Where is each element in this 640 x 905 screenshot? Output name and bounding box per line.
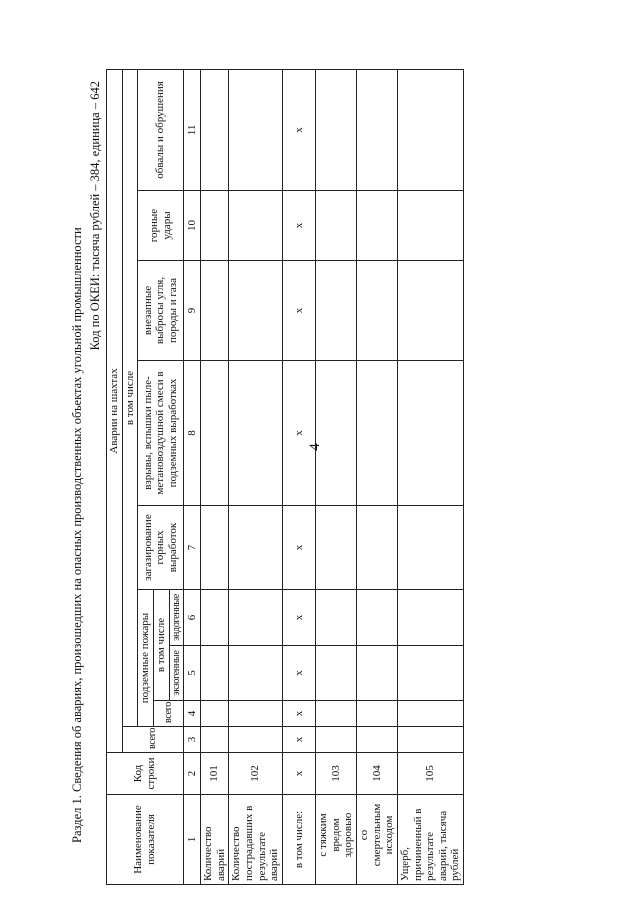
fires-including-header: в том числе xyxy=(153,590,169,701)
table-cell xyxy=(315,191,356,261)
table-cell xyxy=(356,701,397,727)
column-number: 7 xyxy=(184,506,201,590)
table-cell xyxy=(356,261,397,361)
table-cell xyxy=(201,701,229,727)
table-cell xyxy=(229,361,283,506)
table-cell xyxy=(201,727,229,753)
table-cell xyxy=(315,701,356,727)
row-code-header: Код строки xyxy=(107,753,184,795)
explosions-header: взрывы, вспышки пыле-метановоздушной смеси в подземных выработках xyxy=(138,361,184,506)
table-cell xyxy=(229,261,283,361)
table-cell: x xyxy=(282,69,315,190)
table-cell: x xyxy=(282,191,315,261)
table-cell xyxy=(315,646,356,701)
table-cell xyxy=(229,69,283,190)
row-code: 101 xyxy=(201,753,229,795)
table-row xyxy=(356,69,397,884)
table-cell xyxy=(229,590,283,646)
table-row xyxy=(229,69,283,884)
table-cell xyxy=(315,590,356,646)
table-cell xyxy=(397,361,463,506)
table-cell xyxy=(229,191,283,261)
underground-fires-header: подземные пожары xyxy=(138,590,154,727)
row-code: 105 xyxy=(397,753,463,795)
header-row-1 xyxy=(107,69,123,884)
row-label: со смертельным исходом xyxy=(356,795,397,885)
table-cell: x xyxy=(282,727,315,753)
row-label: Количество аварий xyxy=(201,795,229,885)
table-cell xyxy=(356,506,397,590)
okei-codes: Код по ОКЕИ: тысяча рублей – 384, единица – 642 xyxy=(88,81,102,351)
column-numbers-row xyxy=(184,69,201,884)
row-label: с тяжким вредом здоровью xyxy=(315,795,356,885)
table-cell xyxy=(397,727,463,753)
row-code: 104 xyxy=(356,753,397,795)
table-cell xyxy=(397,590,463,646)
table-cell xyxy=(201,261,229,361)
rock-bursts-header: горные удары xyxy=(138,191,184,261)
table-cell xyxy=(315,69,356,190)
table-cell xyxy=(397,69,463,190)
table-cell xyxy=(356,69,397,190)
table-row xyxy=(315,69,356,884)
column-number: 2 xyxy=(184,753,201,795)
gas-contamination-header: загазирование горных выработок xyxy=(138,506,184,590)
row-code: 103 xyxy=(315,753,356,795)
page-number: 4 xyxy=(306,443,323,451)
table-cell xyxy=(315,727,356,753)
row-label: Ущерб, причиненный в результате аварий, тысяча рублей xyxy=(397,795,463,885)
table-row xyxy=(397,69,463,884)
row-label: Количество пострадавших в результате аварий xyxy=(229,795,283,885)
table-cell xyxy=(356,646,397,701)
column-number: 9 xyxy=(184,261,201,361)
row-code: x xyxy=(282,753,315,795)
table-cell: x xyxy=(282,261,315,361)
table-cell xyxy=(356,727,397,753)
including-header: в том числе xyxy=(122,69,138,726)
table-cell xyxy=(201,361,229,506)
table-cell xyxy=(315,506,356,590)
column-number: 4 xyxy=(184,701,201,727)
table-cell xyxy=(229,506,283,590)
table-cell: x xyxy=(282,701,315,727)
table-cell xyxy=(201,646,229,701)
endogenous-header: эндогенные xyxy=(169,590,184,646)
table-cell xyxy=(356,590,397,646)
table-cell xyxy=(201,506,229,590)
table-cell: x xyxy=(282,590,315,646)
column-number: 3 xyxy=(184,727,201,753)
table-cell xyxy=(315,261,356,361)
table-cell xyxy=(315,361,356,506)
table-cell xyxy=(397,191,463,261)
table-row xyxy=(201,69,229,884)
fires-total-header: всего xyxy=(153,701,183,727)
total-header: всего xyxy=(122,727,183,753)
mine-accidents-header: Аварии на шахтах xyxy=(107,69,123,752)
section-title: Раздел 1. Сведения об авариях, произошедших на опасных производственных объектах угольной промышленности xyxy=(70,227,84,843)
table-cell: x xyxy=(282,506,315,590)
row-code: 102 xyxy=(229,753,283,795)
column-number: 11 xyxy=(184,69,201,190)
table-cell: x xyxy=(282,646,315,701)
table-cell: x xyxy=(282,361,315,506)
column-number: 10 xyxy=(184,191,201,261)
table-cell xyxy=(356,191,397,261)
column-number: 5 xyxy=(184,646,201,701)
table-cell xyxy=(397,506,463,590)
accidents-table xyxy=(106,69,464,885)
outbursts-header: внезапные выбросы угля, породы и газа xyxy=(138,261,184,361)
table-cell xyxy=(397,646,463,701)
table-cell xyxy=(356,361,397,506)
rotated-page xyxy=(0,65,640,905)
indicator-name-header: Наименование показателя xyxy=(107,795,184,885)
column-number: 1 xyxy=(184,795,201,885)
column-number: 8 xyxy=(184,361,201,506)
table-cell xyxy=(229,701,283,727)
table-cell xyxy=(201,69,229,190)
exogenous-header: экзогенные xyxy=(169,646,184,701)
table-cell xyxy=(229,727,283,753)
collapses-header: обвалы и обрушения xyxy=(138,69,184,190)
row-label: в том числе: xyxy=(282,795,315,885)
table-cell xyxy=(201,191,229,261)
table-cell xyxy=(201,590,229,646)
table-cell xyxy=(397,701,463,727)
column-number: 6 xyxy=(184,590,201,646)
table-row xyxy=(282,69,315,884)
table-cell xyxy=(397,261,463,361)
table-cell xyxy=(229,646,283,701)
